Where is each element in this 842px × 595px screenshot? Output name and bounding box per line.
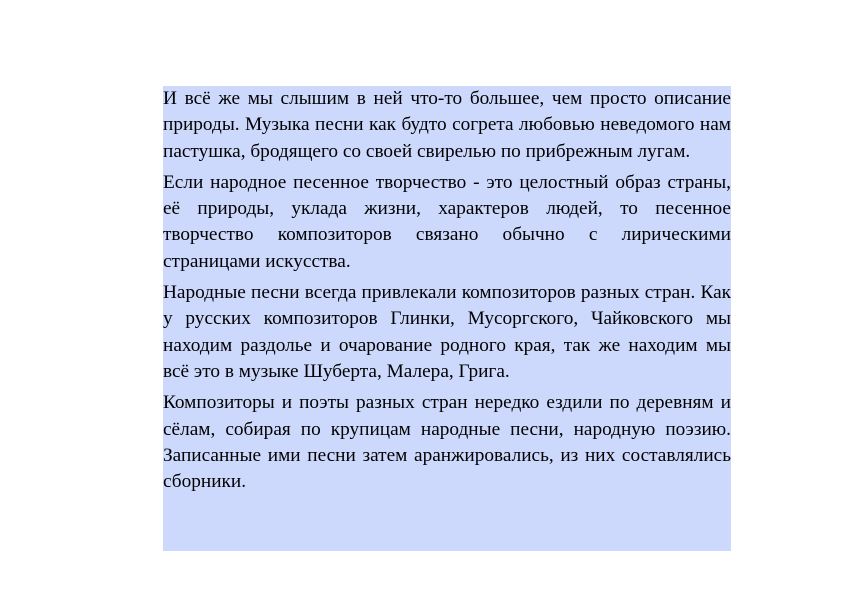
paragraph-4: Композиторы и поэты разных стран нередко ездили по деревням и сёлам, собирая по крупицам народные песни, народную поэзию. Записанные ими песни затем аранжировались, из них составлялись сборники. <box>163 392 731 493</box>
text-box <box>163 86 731 551</box>
paragraph-1: И всё же мы слышим в ней что-то большее, чем просто описание природы. Музыка песни как будто согрета любовью неведомого нам пастушка, бродящего со своей свирелью по прибрежным лугам. <box>163 88 731 162</box>
paragraph-3: Народные песни всегда привлекали композиторов разных стран. Как у русских композиторов Глинки, Мусоргского, Чайковского мы находим раздолье и очарование родного края, так же находим мы всё это в музыке Шуберта, Малера, Грига. <box>163 282 731 382</box>
paragraph-2: Если народное песенное творчество - это целостный образ страны, её природы, уклада жизни, характеров людей, то песенное творчество композиторов связано обычно с лирическими страницами искусства. <box>163 171 731 272</box>
